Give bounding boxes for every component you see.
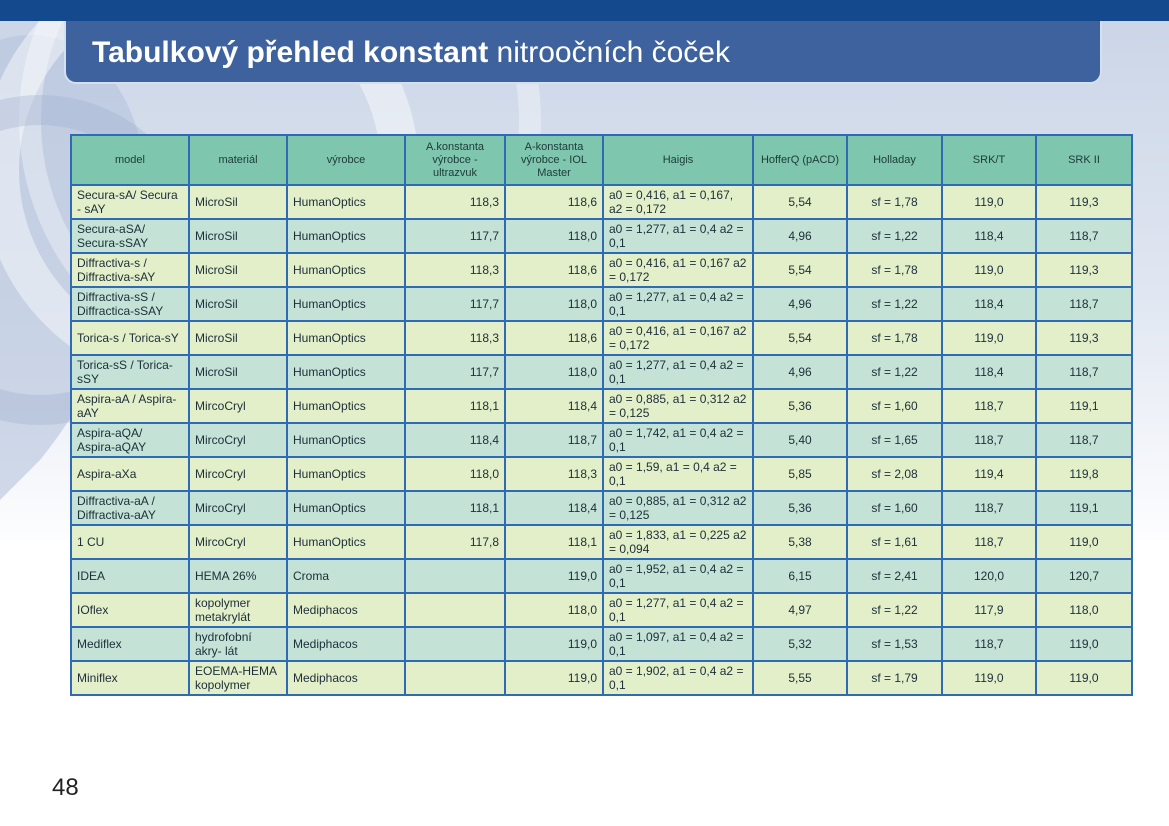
haigis-cell: a0 = 1,742, a1 = 0,4 a2 = 0,1 xyxy=(603,423,753,457)
table-body xyxy=(71,185,1132,695)
title-light: nitroočních čoček xyxy=(496,36,730,69)
srk2-cell: 119,0 xyxy=(1036,525,1132,559)
hofferq-cell: 6,15 xyxy=(753,559,847,593)
a-constant-iolmaster-cell: 118,4 xyxy=(505,491,603,525)
table-row xyxy=(71,661,1132,695)
haigis-cell: a0 = 1,277, a1 = 0,4 a2 = 0,1 xyxy=(603,593,753,627)
a-constant-iolmaster-cell: 118,7 xyxy=(505,423,603,457)
a-constant-ultrasound-cell: 118,1 xyxy=(405,491,505,525)
top-bar xyxy=(0,0,1169,21)
maker-cell: Croma xyxy=(287,559,405,593)
hofferq-cell: 4,96 xyxy=(753,287,847,321)
maker-cell: Mediphacos xyxy=(287,661,405,695)
a-constant-ultrasound-cell: 118,1 xyxy=(405,389,505,423)
hofferq-cell: 5,54 xyxy=(753,185,847,219)
maker-cell: HumanOptics xyxy=(287,355,405,389)
maker-cell: HumanOptics xyxy=(287,389,405,423)
holladay-cell: sf = 1,22 xyxy=(847,287,942,321)
maker-cell: HumanOptics xyxy=(287,219,405,253)
model-cell: Torica-s / Torica-sY xyxy=(71,321,189,355)
haigis-cell: a0 = 0,885, a1 = 0,312 a2 = 0,125 xyxy=(603,491,753,525)
material-cell: hydrofobní akry- lát xyxy=(189,627,287,661)
material-cell: MircoCryl xyxy=(189,525,287,559)
haigis-cell: a0 = 1,59, a1 = 0,4 a2 = 0,1 xyxy=(603,457,753,491)
srkt-cell: 118,7 xyxy=(942,525,1036,559)
material-cell: MicroSil xyxy=(189,219,287,253)
column-header: materiál xyxy=(189,135,287,185)
hofferq-cell: 5,38 xyxy=(753,525,847,559)
model-cell: Aspira-aXa xyxy=(71,457,189,491)
haigis-cell: a0 = 1,833, a1 = 0,225 a2 = 0,094 xyxy=(603,525,753,559)
haigis-cell: a0 = 1,277, a1 = 0,4 a2 = 0,1 xyxy=(603,287,753,321)
material-cell: MicroSil xyxy=(189,185,287,219)
maker-cell: HumanOptics xyxy=(287,321,405,355)
material-cell: MircoCryl xyxy=(189,491,287,525)
holladay-cell: sf = 1,79 xyxy=(847,661,942,695)
model-cell: Secura-aSA/ Secura-sSAY xyxy=(71,219,189,253)
srkt-cell: 119,4 xyxy=(942,457,1036,491)
a-constant-iolmaster-cell: 119,0 xyxy=(505,559,603,593)
srk2-cell: 118,0 xyxy=(1036,593,1132,627)
a-constant-iolmaster-cell: 118,0 xyxy=(505,355,603,389)
table-row xyxy=(71,389,1132,423)
srkt-cell: 117,9 xyxy=(942,593,1036,627)
holladay-cell: sf = 1,65 xyxy=(847,423,942,457)
maker-cell: HumanOptics xyxy=(287,423,405,457)
maker-cell: HumanOptics xyxy=(287,185,405,219)
haigis-cell: a0 = 1,097, a1 = 0,4 a2 = 0,1 xyxy=(603,627,753,661)
holladay-cell: sf = 1,78 xyxy=(847,321,942,355)
a-constant-ultrasound-cell xyxy=(405,559,505,593)
srk2-cell: 119,1 xyxy=(1036,491,1132,525)
haigis-cell: a0 = 1,902, a1 = 0,4 a2 = 0,1 xyxy=(603,661,753,695)
model-cell: Miniflex xyxy=(71,661,189,695)
srkt-cell: 118,4 xyxy=(942,355,1036,389)
column-header: výrobce xyxy=(287,135,405,185)
model-cell: Aspira-aA / Aspira-aAY xyxy=(71,389,189,423)
a-constant-ultrasound-cell xyxy=(405,661,505,695)
a-constant-iolmaster-cell: 118,6 xyxy=(505,253,603,287)
holladay-cell: sf = 1,78 xyxy=(847,185,942,219)
hofferq-cell: 4,97 xyxy=(753,593,847,627)
a-constant-iolmaster-cell: 118,0 xyxy=(505,287,603,321)
model-cell: Diffractiva-s / Diffractiva-sAY xyxy=(71,253,189,287)
srk2-cell: 119,0 xyxy=(1036,661,1132,695)
srkt-cell: 118,7 xyxy=(942,627,1036,661)
srkt-cell: 118,4 xyxy=(942,219,1036,253)
model-cell: Secura-sA/ Secura - sAY xyxy=(71,185,189,219)
model-cell: Diffractiva-sS / Diffractica-sSAY xyxy=(71,287,189,321)
table-row xyxy=(71,287,1132,321)
hofferq-cell: 5,32 xyxy=(753,627,847,661)
model-cell: Diffractiva-aA / Diffractiva-aAY xyxy=(71,491,189,525)
srkt-cell: 119,0 xyxy=(942,321,1036,355)
holladay-cell: sf = 1,22 xyxy=(847,593,942,627)
column-header: model xyxy=(71,135,189,185)
model-cell: Mediflex xyxy=(71,627,189,661)
hofferq-cell: 5,36 xyxy=(753,491,847,525)
holladay-cell: sf = 1,78 xyxy=(847,253,942,287)
srk2-cell: 119,8 xyxy=(1036,457,1132,491)
holladay-cell: sf = 2,08 xyxy=(847,457,942,491)
maker-cell: HumanOptics xyxy=(287,457,405,491)
a-constant-ultrasound-cell: 118,0 xyxy=(405,457,505,491)
haigis-cell: a0 = 1,277, a1 = 0,4 a2 = 0,1 xyxy=(603,355,753,389)
holladay-cell: sf = 1,22 xyxy=(847,219,942,253)
hofferq-cell: 5,85 xyxy=(753,457,847,491)
srkt-cell: 118,4 xyxy=(942,287,1036,321)
a-constant-iolmaster-cell: 119,0 xyxy=(505,661,603,695)
srkt-cell: 118,7 xyxy=(942,491,1036,525)
maker-cell: HumanOptics xyxy=(287,253,405,287)
a-constant-iolmaster-cell: 118,1 xyxy=(505,525,603,559)
column-header: SRK/T xyxy=(942,135,1036,185)
a-constant-ultrasound-cell: 117,7 xyxy=(405,355,505,389)
column-header: HofferQ (pACD) xyxy=(753,135,847,185)
material-cell: kopolymer metakrylát xyxy=(189,593,287,627)
a-constant-ultrasound-cell: 117,7 xyxy=(405,287,505,321)
table-row xyxy=(71,423,1132,457)
table-row xyxy=(71,491,1132,525)
material-cell: HEMA 26% xyxy=(189,559,287,593)
srkt-cell: 119,0 xyxy=(942,661,1036,695)
table-row xyxy=(71,321,1132,355)
page-number: 48 xyxy=(52,774,79,801)
srk2-cell: 118,7 xyxy=(1036,219,1132,253)
table-row xyxy=(71,627,1132,661)
a-constant-iolmaster-cell: 118,6 xyxy=(505,185,603,219)
table-row xyxy=(71,559,1132,593)
table-row xyxy=(71,355,1132,389)
material-cell: MicroSil xyxy=(189,287,287,321)
srkt-cell: 119,0 xyxy=(942,253,1036,287)
haigis-cell: a0 = 0,416, a1 = 0,167, a2 = 0,172 xyxy=(603,185,753,219)
column-header: A-konstanta výrobce - IOL Master xyxy=(505,135,603,185)
holladay-cell: sf = 1,53 xyxy=(847,627,942,661)
srk2-cell: 119,3 xyxy=(1036,321,1132,355)
haigis-cell: a0 = 0,416, a1 = 0,167 a2 = 0,172 xyxy=(603,321,753,355)
maker-cell: Mediphacos xyxy=(287,627,405,661)
holladay-cell: sf = 1,60 xyxy=(847,491,942,525)
hofferq-cell: 5,54 xyxy=(753,321,847,355)
a-constant-ultrasound-cell xyxy=(405,593,505,627)
column-header: Holladay xyxy=(847,135,942,185)
column-header: Haigis xyxy=(603,135,753,185)
a-constant-iolmaster-cell: 118,6 xyxy=(505,321,603,355)
hofferq-cell: 5,54 xyxy=(753,253,847,287)
srk2-cell: 118,7 xyxy=(1036,355,1132,389)
srk2-cell: 118,7 xyxy=(1036,287,1132,321)
a-constant-iolmaster-cell: 118,3 xyxy=(505,457,603,491)
holladay-cell: sf = 1,22 xyxy=(847,355,942,389)
a-constant-ultrasound-cell xyxy=(405,627,505,661)
model-cell: Aspira-aQA/ Aspira-aQAY xyxy=(71,423,189,457)
iol-constants-table xyxy=(70,134,1133,696)
table-row xyxy=(71,593,1132,627)
hofferq-cell: 5,40 xyxy=(753,423,847,457)
maker-cell: Mediphacos xyxy=(287,593,405,627)
column-header: A.konstanta výrobce - ultrazvuk xyxy=(405,135,505,185)
srkt-cell: 118,7 xyxy=(942,423,1036,457)
maker-cell: HumanOptics xyxy=(287,525,405,559)
srk2-cell: 120,7 xyxy=(1036,559,1132,593)
maker-cell: HumanOptics xyxy=(287,287,405,321)
a-constant-iolmaster-cell: 118,0 xyxy=(505,219,603,253)
model-cell: Torica-sS / Torica-sSY xyxy=(71,355,189,389)
column-header: SRK II xyxy=(1036,135,1132,185)
table-header-row xyxy=(71,135,1132,185)
a-constant-ultrasound-cell: 118,4 xyxy=(405,423,505,457)
a-constant-ultrasound-cell: 118,3 xyxy=(405,321,505,355)
haigis-cell: a0 = 0,885, a1 = 0,312 a2 = 0,125 xyxy=(603,389,753,423)
srkt-cell: 118,7 xyxy=(942,389,1036,423)
a-constant-ultrasound-cell: 117,8 xyxy=(405,525,505,559)
a-constant-iolmaster-cell: 119,0 xyxy=(505,627,603,661)
srkt-cell: 119,0 xyxy=(942,185,1036,219)
haigis-cell: a0 = 1,952, a1 = 0,4 a2 = 0,1 xyxy=(603,559,753,593)
srk2-cell: 119,3 xyxy=(1036,253,1132,287)
holladay-cell: sf = 2,41 xyxy=(847,559,942,593)
page-title xyxy=(92,34,730,72)
a-constant-ultrasound-cell: 118,3 xyxy=(405,253,505,287)
maker-cell: HumanOptics xyxy=(287,491,405,525)
model-cell: 1 CU xyxy=(71,525,189,559)
a-constant-ultrasound-cell: 117,7 xyxy=(405,219,505,253)
holladay-cell: sf = 1,61 xyxy=(847,525,942,559)
material-cell: MircoCryl xyxy=(189,423,287,457)
model-cell: IDEA xyxy=(71,559,189,593)
srkt-cell: 120,0 xyxy=(942,559,1036,593)
material-cell: MicroSil xyxy=(189,253,287,287)
hofferq-cell: 5,55 xyxy=(753,661,847,695)
a-constant-iolmaster-cell: 118,4 xyxy=(505,389,603,423)
hofferq-cell: 4,96 xyxy=(753,219,847,253)
a-constant-ultrasound-cell: 118,3 xyxy=(405,185,505,219)
haigis-cell: a0 = 0,416, a1 = 0,167 a2 = 0,172 xyxy=(603,253,753,287)
holladay-cell: sf = 1,60 xyxy=(847,389,942,423)
material-cell: MicroSil xyxy=(189,321,287,355)
material-cell: MircoCryl xyxy=(189,389,287,423)
model-cell: IOflex xyxy=(71,593,189,627)
srk2-cell: 119,1 xyxy=(1036,389,1132,423)
hofferq-cell: 5,36 xyxy=(753,389,847,423)
title-bold: Tabulkový přehled konstant xyxy=(92,36,489,69)
material-cell: MicroSil xyxy=(189,355,287,389)
table-row xyxy=(71,457,1132,491)
table-row xyxy=(71,185,1132,219)
table-row xyxy=(71,219,1132,253)
a-constant-iolmaster-cell: 118,0 xyxy=(505,593,603,627)
srk2-cell: 119,0 xyxy=(1036,627,1132,661)
table-row xyxy=(71,525,1132,559)
haigis-cell: a0 = 1,277, a1 = 0,4 a2 = 0,1 xyxy=(603,219,753,253)
srk2-cell: 118,7 xyxy=(1036,423,1132,457)
table-row xyxy=(71,253,1132,287)
srk2-cell: 119,3 xyxy=(1036,185,1132,219)
material-cell: MircoCryl xyxy=(189,457,287,491)
hofferq-cell: 4,96 xyxy=(753,355,847,389)
material-cell: EOEMA-HEMA kopolymer xyxy=(189,661,287,695)
